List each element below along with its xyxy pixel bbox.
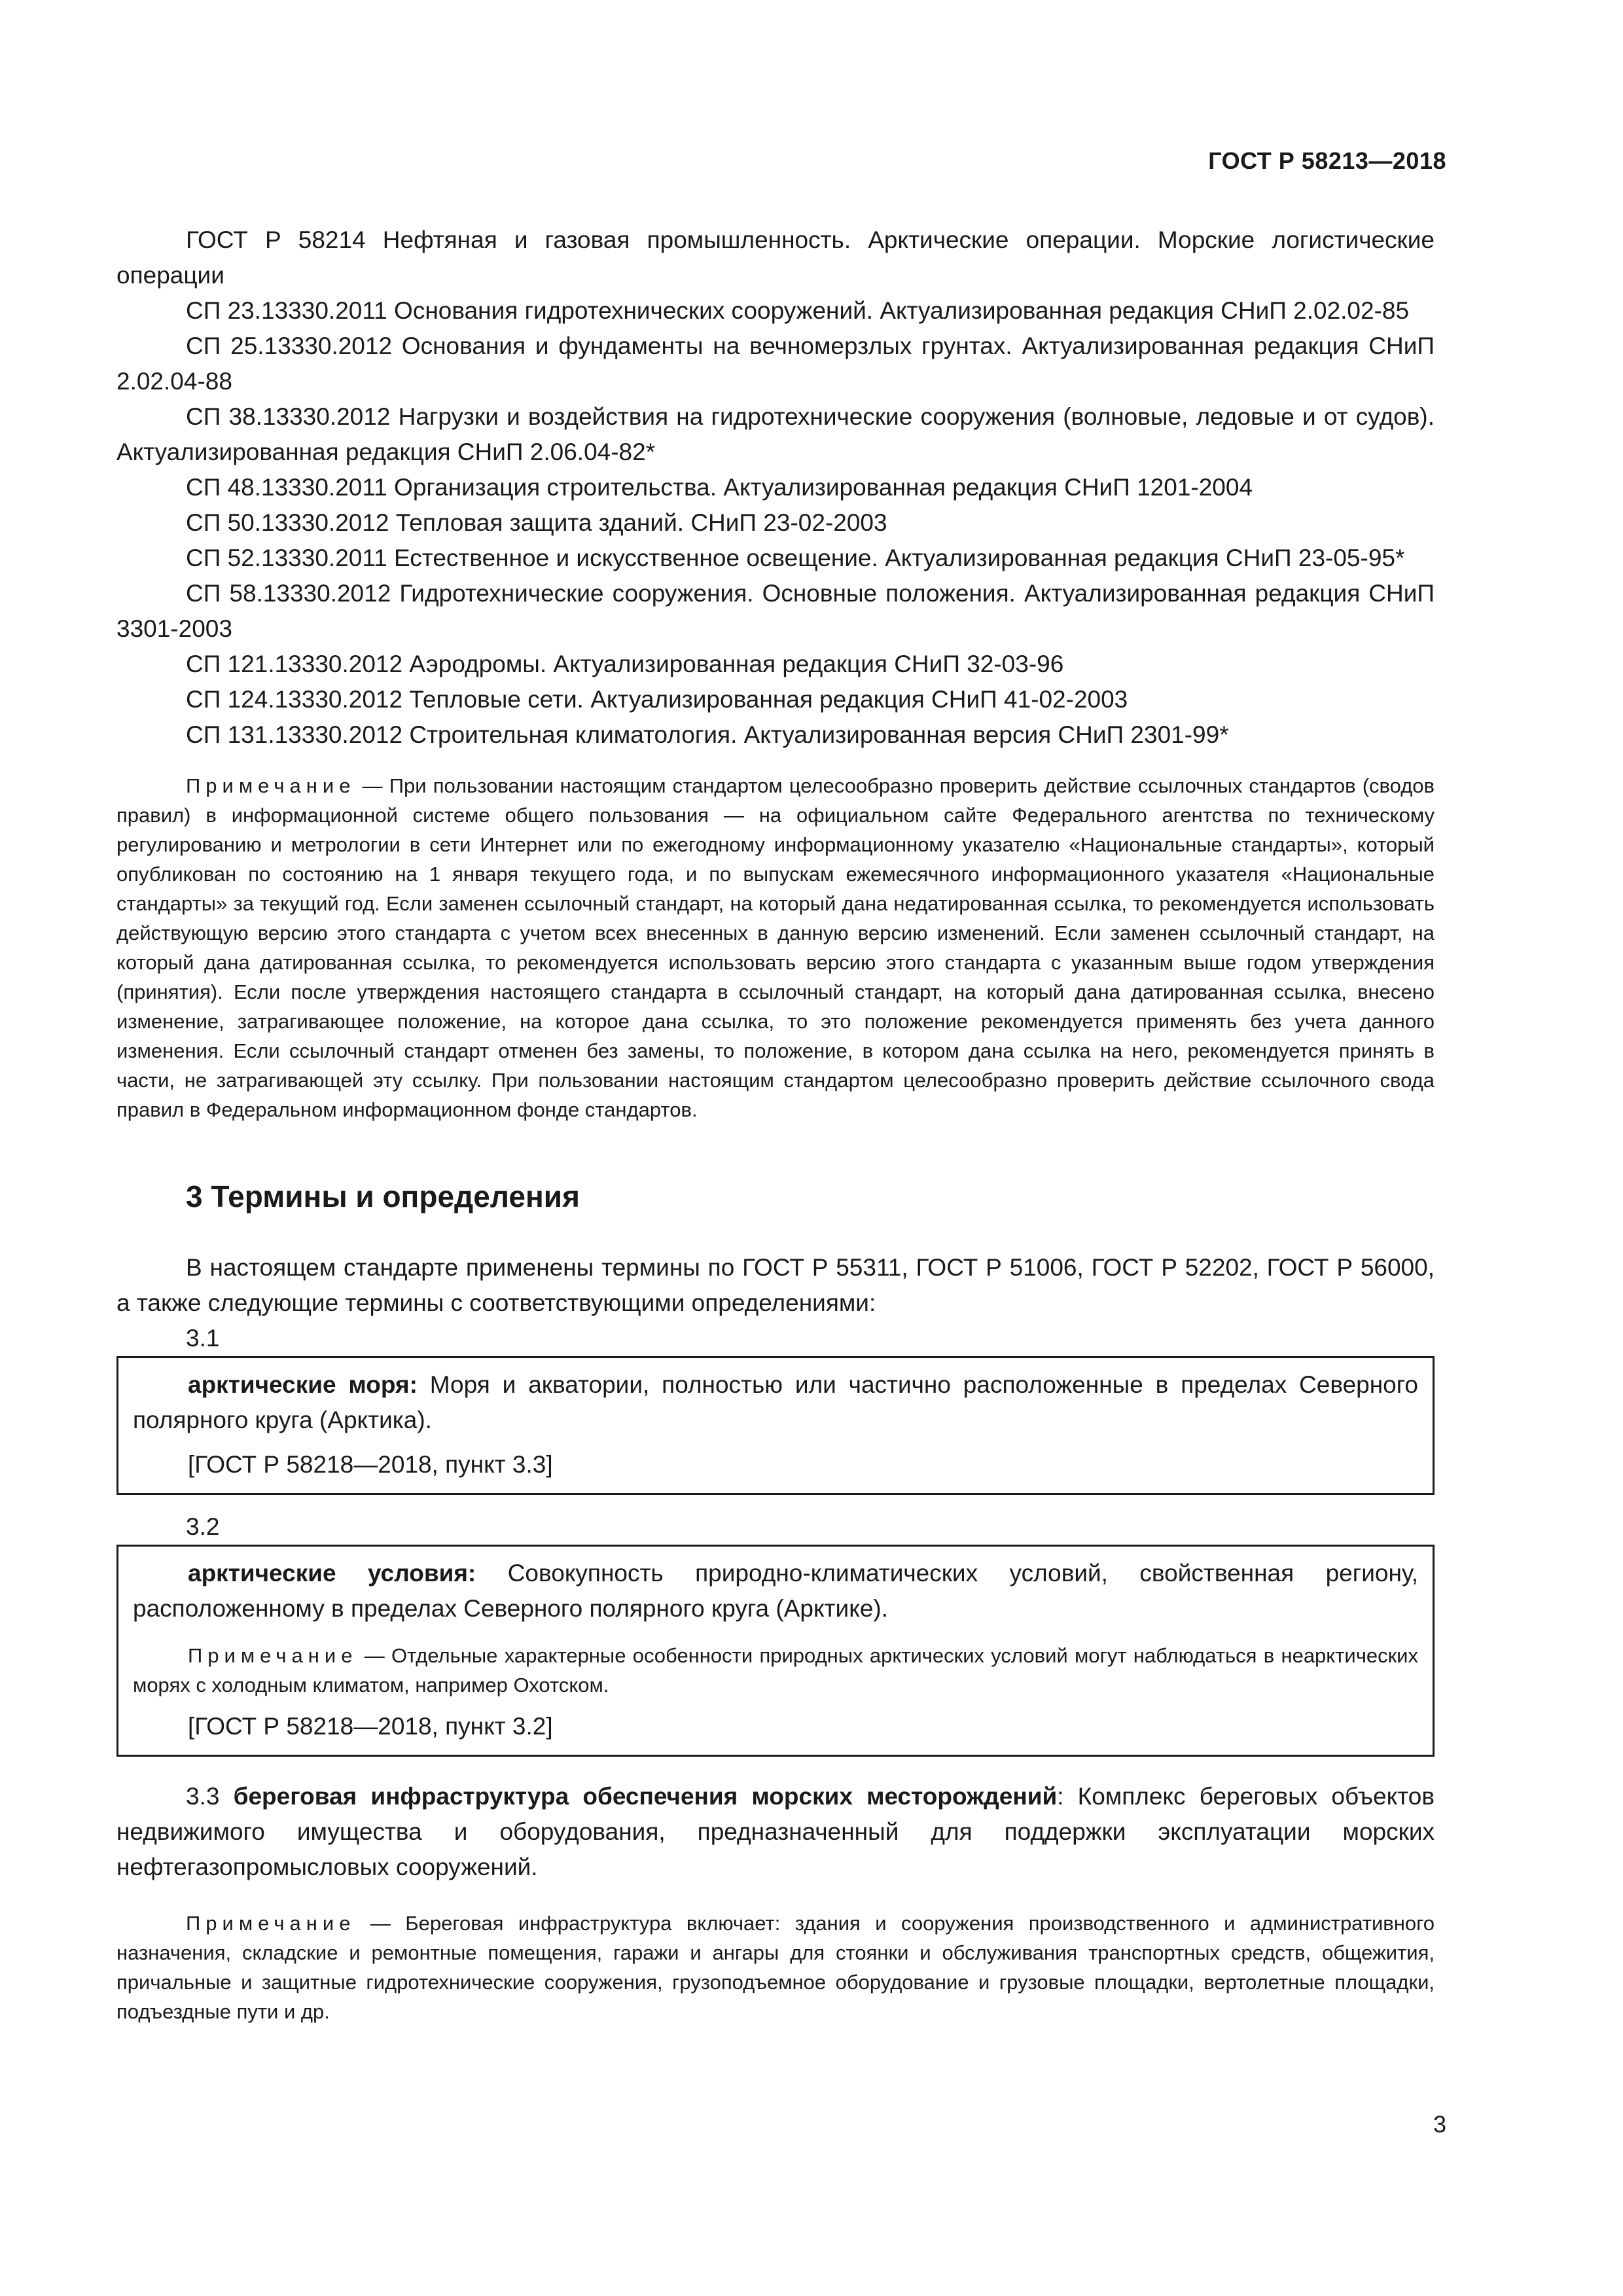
reference-item: СП 131.13330.2012 Строительная климатология. Актуализированная версия СНиП 2301-99* [186, 721, 1229, 748]
term-note-3-3 [116, 1909, 1435, 2026]
reference-item: СП 121.13330.2012 Аэродромы. Актуализированная редакция СНиП 32-03-96 [186, 651, 1064, 677]
term-definition [133, 1367, 1418, 1438]
reference-item: СП 38.13330.2012 Нагрузки и воздействия на гидротехнические сооружения (волновые, ледовые и от судов). Актуализированная редакция СНиП 2.06.04-82* [116, 403, 1435, 465]
term-number: 3.3 [186, 1783, 234, 1810]
term-source: [ГОСТ Р 58218—2018, пункт 3.3] [188, 1451, 553, 1478]
term-definition [133, 1556, 1418, 1626]
reference-item: СП 58.13330.2012 Гидротехнические сооружения. Основные положения. Актуализированная редакция СНиП 3301-2003 [116, 580, 1435, 642]
reference-item: ГОСТ Р 58214 Нефтяная и газовая промышленность. Арктические операции. Морские логистические операции [116, 226, 1435, 289]
note-label: Примечание [186, 1912, 356, 1935]
term-note [133, 1641, 1418, 1700]
document-header: ГОСТ Р 58213—2018 [1208, 147, 1446, 174]
term-name: арктические условия: [188, 1560, 476, 1587]
note-text: — Береговая инфраструктура включает: здания и сооружения производственного и административного назначения, складские и ремонтные помещения, гаражи и ангары для стоянки и обслуживания транспортных средств, общежития, причальные и защитные гидротехнические сооружения, грузоподъемное оборудование и грузовые площадки, вертолетные площадки, подъездные пути и др. [116, 1912, 1435, 2023]
term-source: [ГОСТ Р 58218—2018, пункт 3.2] [188, 1713, 553, 1740]
reference-item: СП 50.13330.2012 Тепловая защита зданий. СНиП 23-02-2003 [186, 509, 887, 536]
term-name: арктические моря: [188, 1371, 418, 1398]
reference-item: СП 25.13330.2012 Основания и фундаменты на вечномерзлых грунтах. Актуализированная редакция СНиП 2.02.04-88 [116, 332, 1435, 395]
term-definition-3-3 [116, 1779, 1435, 1885]
term-number: 3.2 [186, 1513, 220, 1540]
reference-item: СП 52.13330.2011 Естественное и искусственное освещение. Актуализированная редакция СНиП 23-05-95* [186, 545, 1405, 571]
term-text: : Комплекс береговых объектов недвижимого имущества и оборудования, предназначенный для поддержки эксплуатации морских нефтегазопромысловых сооружений. [116, 1783, 1435, 1880]
section-intro: В настоящем стандарте применены термины по ГОСТ Р 55311, ГОСТ Р 51006, ГОСТ Р 52202, ГОСТ Р 56000, а также следующие термины с соответствующими определениями: [116, 1254, 1435, 1316]
reference-item: СП 124.13330.2012 Тепловые сети. Актуализированная редакция СНиП 41-02-2003 [186, 686, 1128, 713]
note-text: — Отдельные характерные особенности природных арктических условий могут наблюдаться в неарктических морях с холодным климатом, например Охотском. [133, 1644, 1418, 1696]
note-label: Примечание [188, 1644, 358, 1667]
term-text: Моря и акватории, полностью или частично расположенные в пределах Северного полярного круга (Арктика). [133, 1371, 1419, 1433]
references-note [116, 771, 1435, 1124]
term-box-3-2 [116, 1545, 1435, 1757]
term-box-3-1 [116, 1356, 1435, 1495]
note-label: Примечание [186, 774, 356, 797]
term-name: береговая инфраструктура обеспечения морских месторождений [233, 1783, 1058, 1810]
section-title: 3 Термины и определения [186, 1179, 580, 1213]
page-content [116, 223, 1435, 2026]
reference-item: СП 48.13330.2011 Организация строительства. Актуализированная редакция СНиП 1201-2004 [186, 474, 1253, 501]
normative-references-list [116, 223, 1435, 753]
term-text: Совокупность природно-климатических условий, свойственная региону, расположенному в пределах Северного полярного круга (Арктике). [133, 1560, 1418, 1622]
reference-item: СП 23.13330.2011 Основания гидротехнических сооружений. Актуализированная редакция СНиП 2.02.02-85 [186, 297, 1410, 324]
page-number: 3 [1433, 2111, 1446, 2138]
term-number: 3.1 [186, 1325, 220, 1352]
note-text: — При пользовании настоящим стандартом целесообразно проверить действие ссылочных стандартов (сводов правил) в информационной системе общего пользования — на официальном сайте Федерального агентства по техническому регулированию и метрологии в сети Интернет или по ежегодному информационному указателю «Национальные стандарты», который опубликован по состоянию на 1 января текущего года, и по выпускам ежемесячного информационного указателя «Национальные стандарты» за текущий год. Если заменен ссылочный стандарт, на который дана недатированная ссылка, то рекомендуется использовать действующую версию этого стандарта с учетом всех внесенных в данную версию изменений. Если заменен ссылочный стандарт, на который дана датированная ссылка, то рекомендуется использовать версию этого стандарта с указанным выше годом утверждения (принятия). Если после утверждения настоящего стандарта в ссылочный стандарт, на который дана датированная ссылка, внесено изменение, затрагивающее положение, на которое дана ссылка, то это положение рекомендуется применять без учета данного изменения. Если ссылочный стандарт отменен без замены, то положение, в котором дана ссылка на него, рекомендуется принять в части, не затрагивающей эту ссылку. При пользовании настоящим стандартом целесообразно проверить действие ссылочного свода правил в Федеральном информационном фонде стандартов. [116, 774, 1435, 1121]
